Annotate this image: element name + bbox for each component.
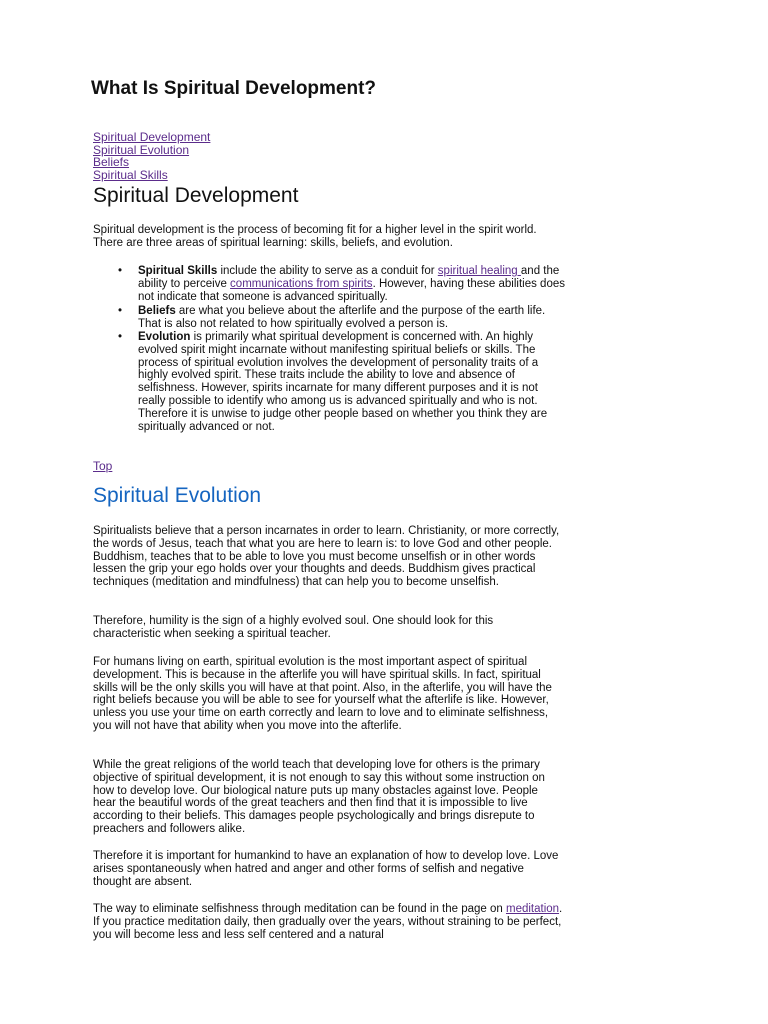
meditation-link[interactable]: meditation (505, 903, 560, 915)
toc-link-spiritual-development[interactable]: Spiritual Development (93, 130, 211, 144)
bullet: • (118, 305, 123, 318)
list-item (118, 305, 568, 331)
paragraph-text: . If you practice meditation daily, then gradually over the years, without straining to be perfect, you will become less and less self centered and a natural (93, 903, 563, 941)
areas-list (118, 265, 568, 433)
bullet-text: include the ability to serve as a conduit for (217, 265, 438, 277)
section-heading-spiritual-evolution: Spiritual Evolution (93, 484, 262, 507)
table-of-contents (93, 131, 210, 181)
bullet-text: is primarily what spiritual development is concerned with. An highly evolved spirit might incarnate without manifesting spiritual beliefs or skills. The process of spiritual evolution involves the development of personality traits of a highly evolved spirit. These traits include the ability to love and absence of selfishness. However, spirits incarnate for many different purposes and it is not really possible to identify who among us is advanced spiritually and who is not. Therefore it is unwise to judge other people based on whether you think they are spiritually advanced or not. (138, 330, 548, 433)
bullet-term: Spiritual Skills (138, 265, 218, 277)
top-link[interactable]: Top (93, 459, 113, 473)
paragraph: Therefore it is important for humankind to have an explanation of how to develop love. Love arises spontaneously when hatred and anger and other forms of selfish and negative thought are absent. (93, 850, 559, 888)
paragraph (93, 903, 563, 941)
intro-paragraph: Spiritual development is the process of becoming fit for a higher level in the spirit world. There are three areas of spiritual learning: skills, beliefs, and evolution. (93, 224, 537, 249)
list-item (118, 265, 568, 303)
bullet: • (118, 330, 123, 343)
toc-link-spiritual-evolution[interactable]: Spiritual Evolution (93, 142, 190, 157)
page-title: What Is Spiritual Development? (91, 78, 377, 99)
paragraph: Therefore, humility is the sign of a highly evolved soul. One should look for this characteristic when seeking a spiritual teacher. (93, 615, 494, 640)
list-item (118, 331, 568, 433)
bullet-term: Beliefs (138, 305, 176, 318)
toc-link-beliefs[interactable]: Beliefs (93, 155, 130, 170)
bullet-text: . However, having these abilities does not indicate that someone is advanced spiritually. (138, 277, 565, 303)
paragraph-text: The way to eliminate selfishness through meditation can be found in the page on (93, 903, 506, 915)
section-heading-spiritual-development: Spiritual Development (93, 184, 299, 207)
paragraph: Spiritualists believe that a person incarnates in order to learn. Christianity, or more correctly, the words of Jesus, teach that what you are here to learn is: to love God and other people. Buddhism, teaches that to be able to love you must become unselfish or in other words lessen the grip your ego holds over your thoughts and deeds. Buddhism gives practical techniques (meditation and mindfulness) that can help you to become unselfish. (93, 525, 560, 589)
bullet: • (118, 265, 123, 277)
bullet-text: are what you believe about the afterlife and the purpose of the earth life. That is also not related to how spiritually evolved a person is. (138, 305, 546, 331)
communications-from-spirits-link[interactable]: communications from spirits (230, 277, 373, 290)
bullet-term: Evolution (138, 330, 191, 343)
toc-link-spiritual-skills[interactable]: Spiritual Skills (93, 167, 168, 182)
bullet-text: and the ability to perceive (138, 265, 560, 290)
paragraph: For humans living on earth, spiritual evolution is the most important aspect of spiritual development. This is because in the afterlife you will have spiritual skills. In fact, spiritual skills will be the only skills you will have at that point. Also, in the afterlife, you will have the right beliefs because you will be able to see for yourself what the afterlife is like. However, unless you use your time on earth correctly and learn to love and to eliminate selfishness, you will not have that ability when you move into the afterlife. (93, 656, 552, 732)
spiritual-healing-link[interactable]: spiritual healing (437, 265, 521, 277)
paragraph: While the great religions of the world teach that developing love for others is the primary objective of spiritual development, it is not enough to say this without some instruction on how to develop love. Our biological nature puts up many obstacles against love. People hear the beautiful words of the great teachers and then find that it is impossible to live according to their beliefs. This damages people psychologically and brings disrepute to preachers and followers alike. (93, 759, 545, 835)
